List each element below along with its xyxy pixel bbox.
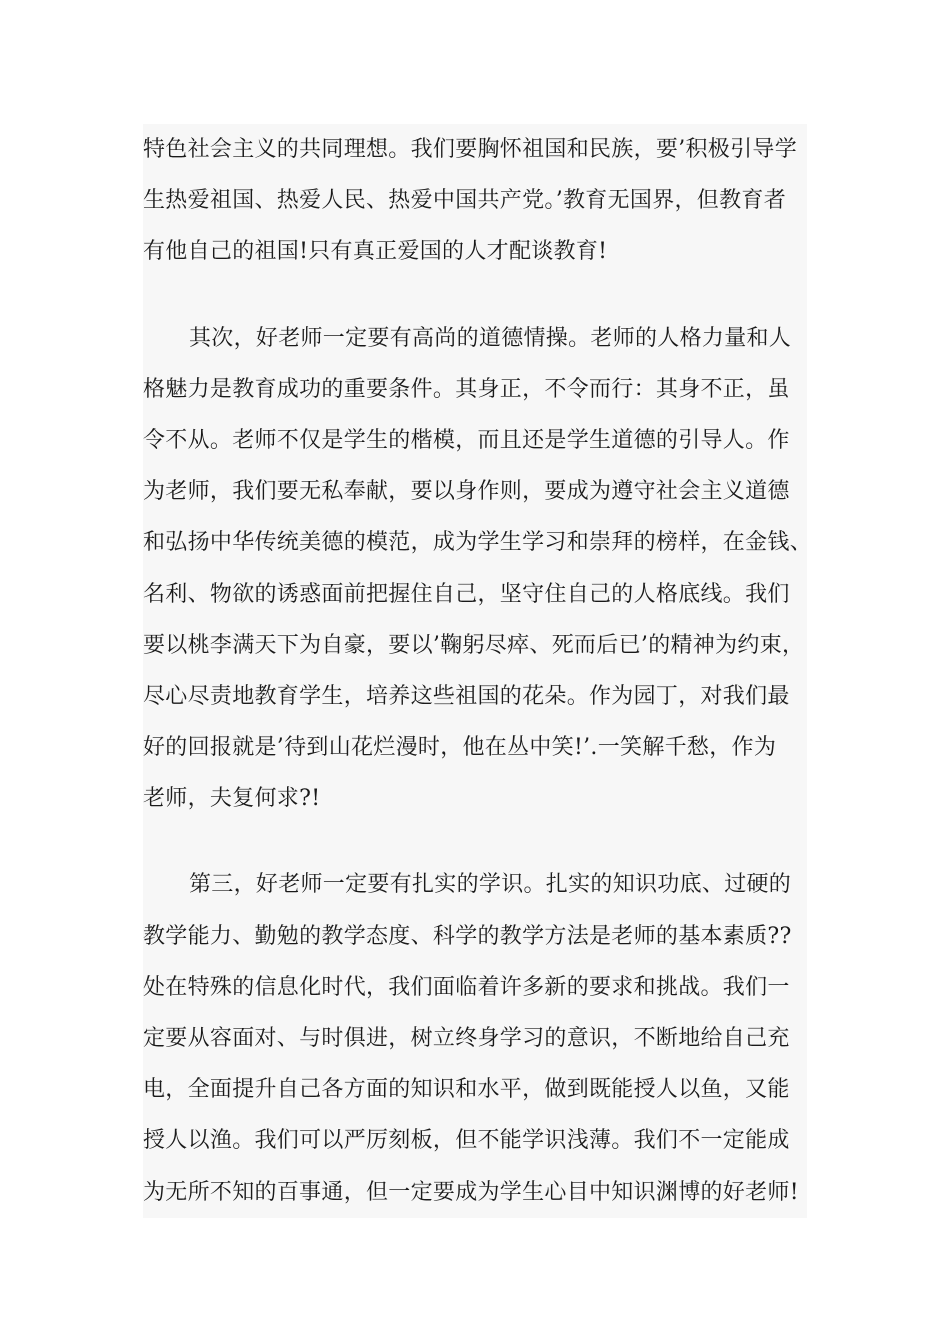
text-line: 令不从。老师不仅是学生的楷模，而且还是学生道德的引导人。作 [143, 427, 790, 453]
text-line: 名利、物欲的诱惑面前把握住自己，坚守住自己的人格底线。我们 [143, 581, 790, 607]
text-line: 处在特殊的信息化时代，我们面临着许多新的要求和挑战。我们一 [143, 974, 790, 1000]
paragraph-spacer [143, 278, 807, 313]
paragraph-spacer [143, 824, 807, 859]
text-line: 电，全面提升自己各方面的知识和水平，做到既能授人以鱼，又能 [143, 1077, 790, 1103]
text-line: 为无所不知的百事通，但一定要成为学生心目中知识渊博的好老师! [143, 1179, 799, 1205]
text-line: 授人以渔。我们可以严厉刻板，但不能学识浅薄。我们不一定能成 [143, 1128, 790, 1154]
text-line: 特色社会主义的共同理想。我们要胸怀祖国和民族，要’积极引导学 [143, 137, 797, 162]
document-body [143, 124, 813, 1218]
paragraph-morality [143, 313, 813, 825]
text-line: 第三，好老师一定要有扎实的学识。扎实的知识功底、过硬的 [189, 872, 792, 898]
text-line: 为老师，我们要无私奉献，要以身作则，要成为遵守社会主义道德 [143, 479, 790, 505]
text-line: 尽心尽责地教育学生，培养这些祖国的花朵。作为园丁，对我们最 [143, 683, 790, 709]
text-line: 格魅力是教育成功的重要条件。其身正，不令而行：其身不正，虽 [143, 376, 790, 402]
text-line: 有他自己的祖国!只有真正爱国的人才配谈教育! [143, 239, 608, 265]
text-line: 教学能力、勤勉的教学态度、科学的教学方法是老师的基本素质?? [143, 923, 792, 949]
text-line: 和弘扬中华传统美德的模范，成为学生学习和崇拜的榜样，在金钱、 [143, 530, 813, 556]
text-line: 定要从容面对、与时俱进，树立终身学习的意识，不断地给自己充 [143, 1026, 790, 1051]
text-line: 好的回报就是’待到山花烂漫时，他在丛中笑!’.一笑解千愁，作为 [143, 735, 777, 761]
text-line: 老师，夫复何求?! [143, 786, 321, 812]
paragraph-patriotism [143, 124, 807, 278]
text-line: 生热爱祖国、热爱人民、热爱中国共产党。’教育无国界，但教育者 [143, 188, 786, 214]
paragraph-knowledge [143, 859, 807, 1217]
text-line: 其次，好老师一定要有高尚的道德情操。老师的人格力量和人 [189, 325, 792, 351]
text-line: 要以桃李满天下为自豪，要以’鞠躬尽瘁、死而后已’的精神为约束， [143, 632, 805, 658]
